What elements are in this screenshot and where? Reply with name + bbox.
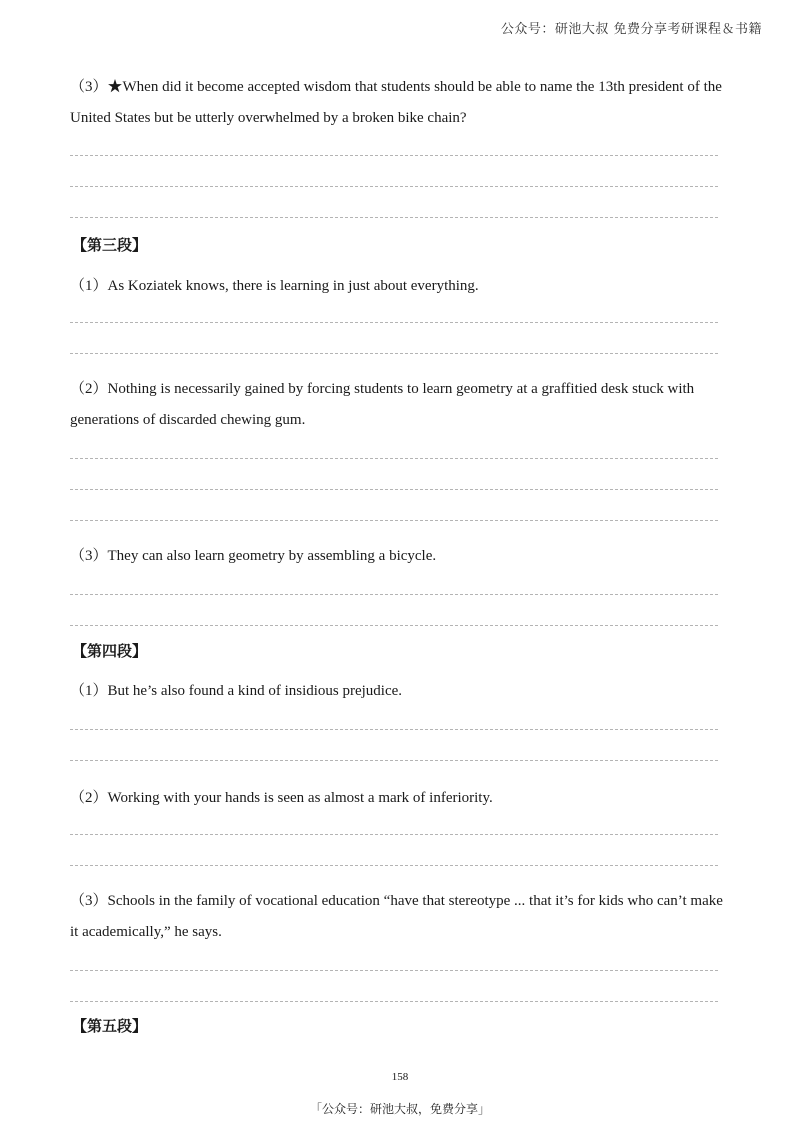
answer-line — [70, 217, 718, 218]
question-3-3-text: （3）They can also learn geometry by assembling a bicycle. — [70, 548, 437, 564]
question-1-3-text: （3）★When did it become accepted wisdom that students should be able to name the 13th president of the United States but be utterly overwhelmed by a broken bike chain? — [70, 79, 722, 126]
section-heading-paragraph-3: 【第三段】 — [72, 236, 148, 254]
page-number: 158 — [391, 1071, 409, 1083]
question-4-3-text: （3）Schools in the family of vocational education “have that stereotype ... that it’s for kids who can’t make it academically,” he says. — [70, 893, 723, 940]
header-watermark-text: 公众号：研池大叔 免费分享考研课程＆书籍 — [500, 22, 762, 37]
answer-line — [70, 1001, 718, 1002]
answer-line — [70, 489, 718, 490]
question-4-2-text: （2）Working with your hands is seen as almost a mark of inferiority. — [70, 790, 493, 806]
answer-line — [70, 729, 718, 730]
answer-line — [70, 186, 718, 187]
answer-line — [70, 458, 718, 459]
section-heading-paragraph-4: 【第四段】 — [72, 642, 148, 660]
answer-line — [70, 834, 718, 835]
footer-watermark-text: 「公众号：研池大叔，免费分享」 — [309, 1102, 490, 1116]
question-4-1-text: （1）But he’s also found a kind of insidious prejudice. — [70, 683, 403, 699]
section-heading-paragraph-5: 【第五段】 — [72, 1017, 148, 1035]
answer-line — [70, 970, 718, 971]
answer-line — [70, 760, 718, 761]
answer-line — [70, 322, 718, 323]
answer-line — [70, 865, 718, 866]
answer-line — [70, 155, 718, 156]
question-3-1-text: （1）As Koziatek knows, there is learning in just about everything. — [70, 278, 479, 294]
answer-line — [70, 625, 718, 626]
answer-line — [70, 594, 718, 595]
answer-line — [70, 353, 718, 354]
answer-line — [70, 520, 718, 521]
question-3-2-text: （2）Nothing is necessarily gained by forcing students to learn geometry at a graffitied desk stuck with generations of discarded chewing gum. — [70, 381, 695, 428]
